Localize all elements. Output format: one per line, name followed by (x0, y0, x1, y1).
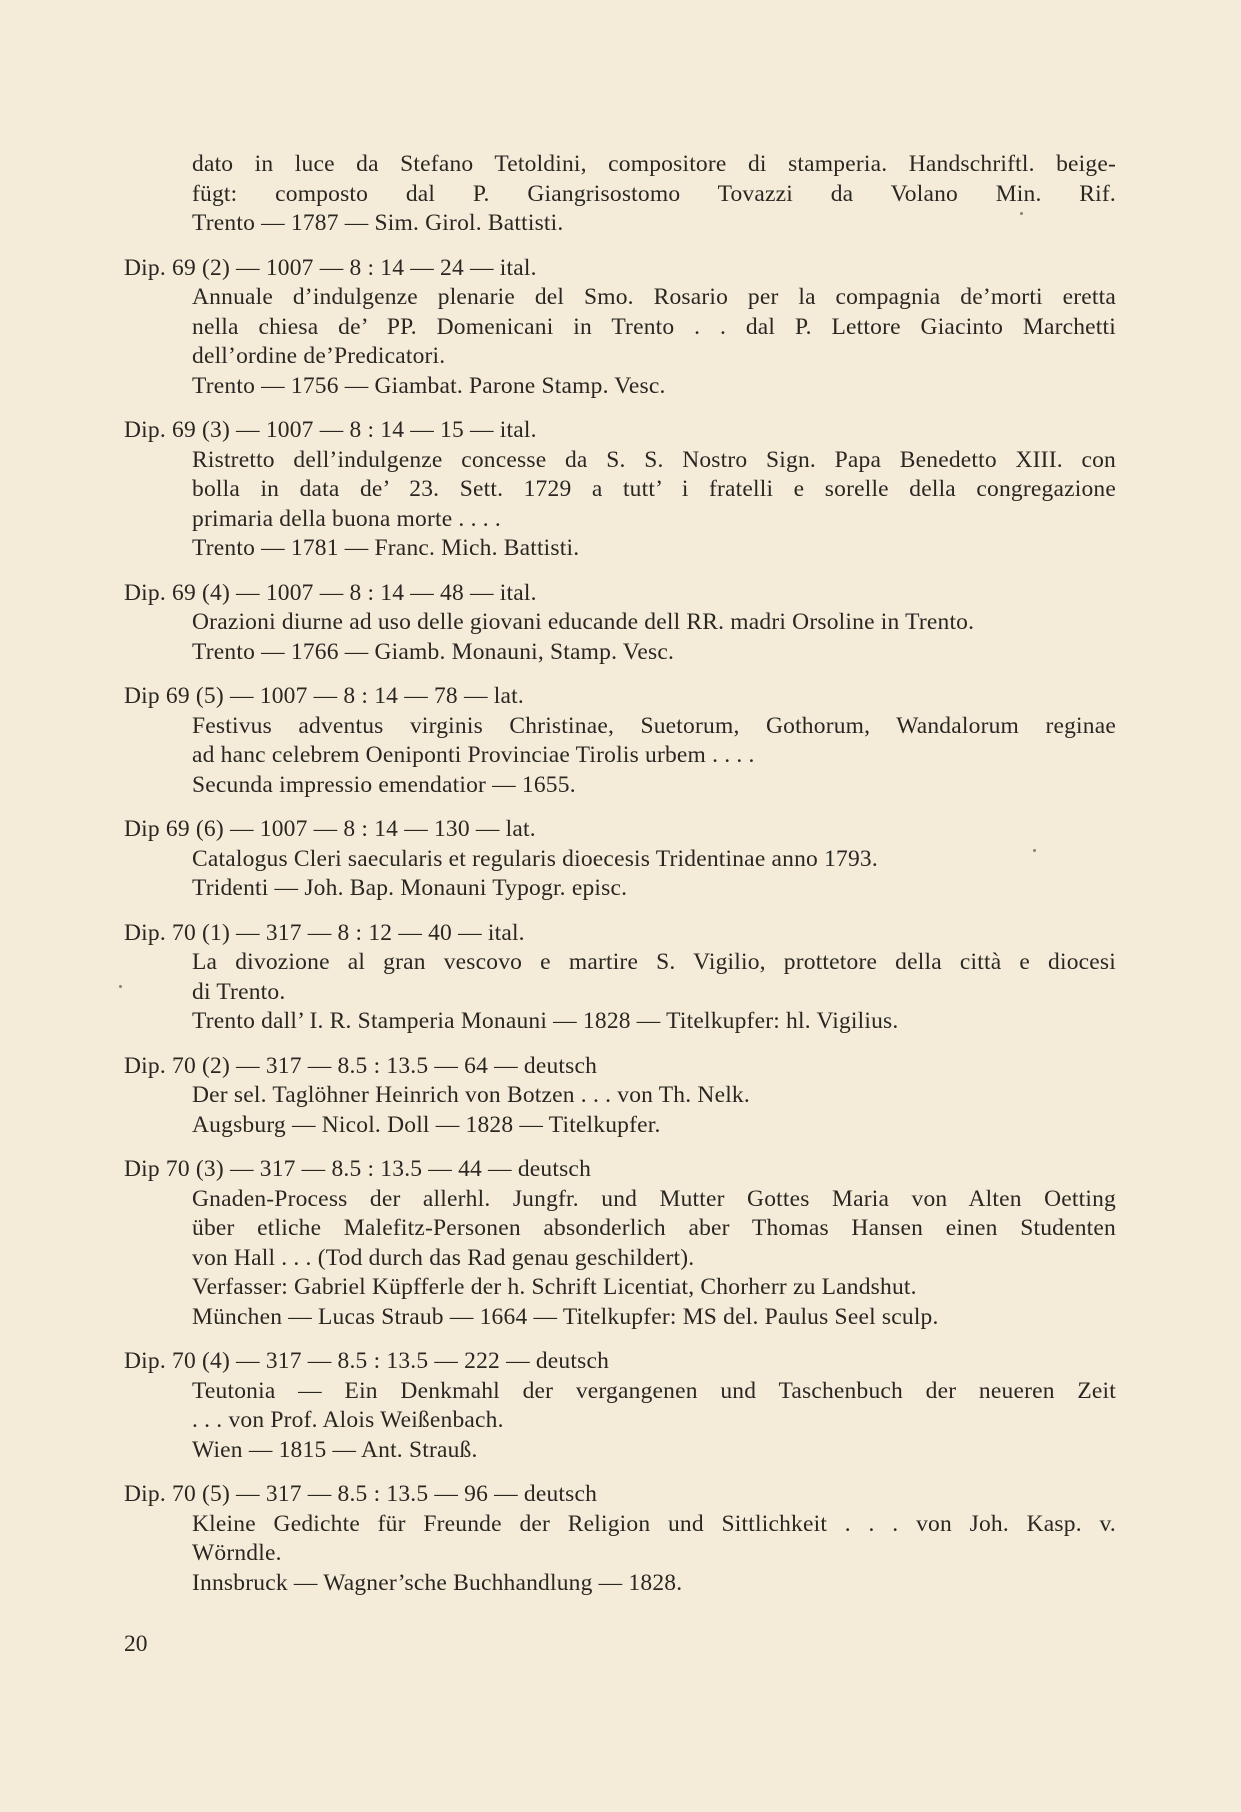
text-line: Gnaden-Process der allerhl. Jungfr. und Mutter Gottes Maria von Alten Oetting (192, 1185, 1116, 1212)
entry-heading: Dip 69 (5) — 1007 — 8 : 14 — 78 — lat. (124, 683, 524, 709)
page-number: 20 (124, 1631, 148, 1657)
text-line: Tridenti — Joh. Bap. Monauni Typogr. episc. (192, 875, 628, 901)
catalog-entry (124, 682, 1116, 800)
text-line: Trento — 1787 — Sim. Girol. Battisti. (192, 210, 564, 236)
catalog-entry (124, 919, 1116, 1037)
paper-speck (1020, 212, 1023, 215)
text-line: ad hanc celebrem Oeniponti Provinciae Tirolis urbem . . . . (192, 742, 755, 768)
text-line: Trento — 1766 — Giamb. Monauni, Stamp. Vesc. (192, 638, 675, 665)
entry-heading: Dip. 70 (1) — 317 — 8 : 12 — 40 — ital. (124, 919, 525, 946)
entry-heading: Dip. 70 (4) — 317 — 8.5 : 13.5 — 222 — deutsch (124, 1348, 610, 1374)
text-line: über etliche Malefitz-Personen absonderlich aber Thomas Hansen einen Studenten (192, 1215, 1116, 1241)
text-line: Innsbruck — Wagner’sche Buchhandlung — 1828. (192, 1569, 683, 1596)
text-line: Annuale d’indulgenze plenarie del Smo. Rosario per la compagnia de’morti eretta (192, 284, 1116, 310)
text-line: Festivus adventus virginis Christinae, Suetorum, Gothorum, Wandalorum reginae (192, 712, 1116, 739)
paper-speck (1033, 849, 1036, 852)
paper-speck (119, 985, 122, 988)
text-line: Augsburg — Nicol. Doll — 1828 — Titelkupfer. (192, 1111, 661, 1138)
catalog-entry (124, 416, 1116, 564)
catalog-entry (124, 579, 1116, 668)
text-line: dell’ordine de’Predicatori. (192, 343, 446, 369)
text-line: Catalogus Cleri saecularis et regularis dioecesis Tridentinae anno 1793. (192, 845, 878, 872)
text-line: Orazioni diurne ad uso delle giovani educande dell RR. madri Orsoline in Trento. (192, 609, 975, 635)
text-line: Wien — 1815 — Ant. Strauß. (192, 1436, 478, 1463)
catalog-text (124, 150, 1116, 1598)
text-line: Secunda impressio emendatior — 1655. (192, 771, 576, 798)
catalog-entry (124, 254, 1116, 402)
catalog-entry (124, 1480, 1116, 1598)
text-line: primaria della buona morte . . . . (192, 505, 501, 532)
text-line: fügt: composto dal P. Giangrisostomo Tovazzi da Volano Min. Rif. (192, 180, 1116, 207)
entry-heading: Dip 70 (3) — 317 — 8.5 : 13.5 — 44 — deutsch (124, 1156, 592, 1182)
text-line: Trento dall’ I. R. Stamperia Monauni — 1828 — Titelkupfer: hl. Vigilius. (192, 1008, 899, 1034)
text-line: Kleine Gedichte für Freunde der Religion und Sittlichkeit . . . von Joh. Kasp. v. (192, 1510, 1116, 1537)
entry-heading: Dip. 70 (5) — 317 — 8.5 : 13.5 — 96 — deutsch (124, 1481, 598, 1507)
text-line: Trento — 1781 — Franc. Mich. Battisti. (192, 535, 580, 561)
text-line: nella chiesa de’ PP. Domenicani in Trento . . dal P. Lettore Giacinto Marchetti (192, 313, 1116, 340)
entry-heading: Dip. 69 (2) — 1007 — 8 : 14 — 24 — ital. (124, 254, 537, 281)
entry-heading: Dip 69 (6) — 1007 — 8 : 14 — 130 — lat. (124, 816, 536, 842)
text-line: von Hall . . . (Tod durch das Rad genau geschildert). (192, 1244, 695, 1271)
continuation-entry (124, 150, 1116, 239)
catalog-entry (124, 1052, 1116, 1141)
entry-heading: Dip. 69 (4) — 1007 — 8 : 14 — 48 — ital. (124, 579, 537, 606)
text-line: Ristretto dell’indulgenze concesse da S. S. Nostro Sign. Papa Benedetto XIII. con (192, 446, 1116, 473)
catalog-entry (124, 815, 1116, 904)
text-line: Verfasser: Gabriel Küpfferle der h. Schrift Licentiat, Chorherr zu Landshut. (192, 1274, 917, 1300)
catalog-entry (124, 1155, 1116, 1332)
text-line: dato in luce da Stefano Tetoldini, compositore di stamperia. Handschriftl. beige- (192, 151, 1116, 177)
text-line: Der sel. Taglöhner Heinrich von Botzen . . . von Th. Nelk. (192, 1082, 750, 1108)
text-line: Wörndle. (192, 1540, 282, 1566)
text-line: München — Lucas Straub — 1664 — Titelkupfer: MS del. Paulus Seel sculp. (192, 1303, 939, 1330)
text-line: bolla in data de’ 23. Sett. 1729 a tutt’ i fratelli e sorelle della congregazione (192, 476, 1116, 502)
text-line: . . . von Prof. Alois Weißenbach. (192, 1407, 504, 1433)
text-line: Trento — 1756 — Giambat. Parone Stamp. Vesc. (192, 372, 666, 399)
text-line: La divozione al gran vescovo e martire S. Vigilio, prottetore della città e diocesi (192, 949, 1116, 975)
text-line: Teutonia — Ein Denkmahl der vergangenen und Taschenbuch der neueren Zeit (192, 1377, 1116, 1404)
catalog-entry (124, 1347, 1116, 1465)
entry-heading: Dip. 69 (3) — 1007 — 8 : 14 — 15 — ital. (124, 417, 537, 443)
text-line: di Trento. (192, 978, 286, 1005)
entry-heading: Dip. 70 (2) — 317 — 8.5 : 13.5 — 64 — deutsch (124, 1052, 598, 1079)
